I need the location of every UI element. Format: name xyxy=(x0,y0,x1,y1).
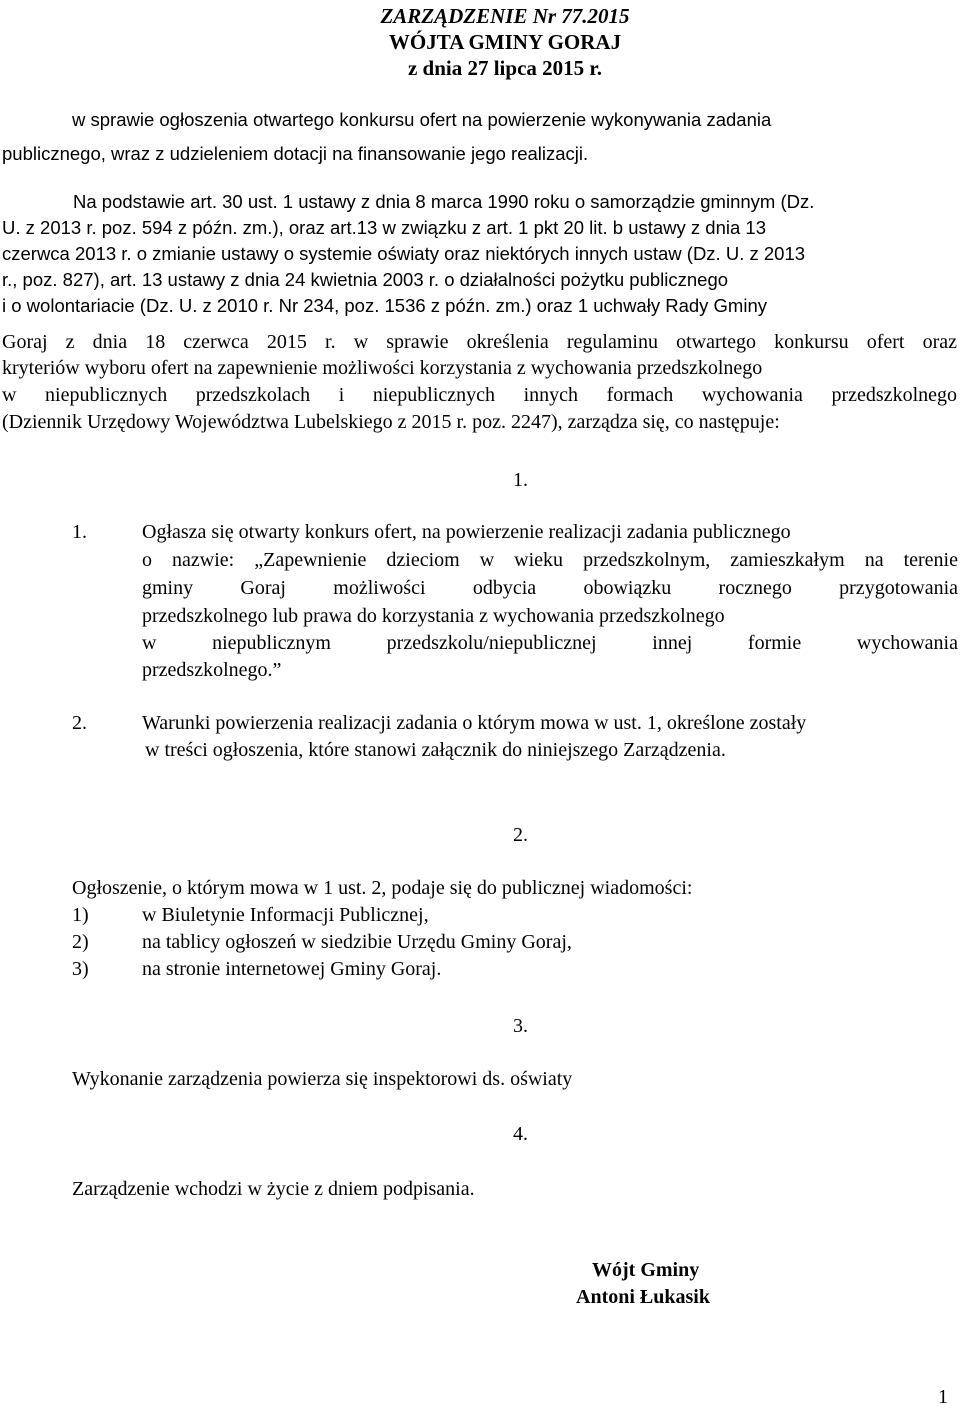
preamble-line-1: Na podstawie art. 30 ust. 1 ustawy z dnia 8 marca 1990 roku o samorządzie gminnym (Dz. xyxy=(73,191,815,212)
preamble-line-2: U. z 2013 r. poz. 594 z późn. zm.), oraz art.13 w związku z art. 1 pkt 20 lit. b ustawy z dnia 13 xyxy=(2,217,766,238)
preamble-line-3: czerwca 2013 r. o zmianie ustawy o systemie oświaty oraz niektórych innych ustaw (Dz. U. z 2013 xyxy=(2,243,806,264)
preamble-line-5: i o wolontariacie (Dz. U. z 2010 r. Nr 234, poz. 1536 z późn. zm.) oraz 1 uchwały Rady Gminy xyxy=(2,295,767,316)
section-4-text: Zarządzenie wchodzi w życie z dniem podpisania. xyxy=(72,1178,475,1200)
preamble-line-7: kryteriów wyboru ofert na zapewnienie możliwości korzystania z wychowania przedszkolnego xyxy=(2,357,763,379)
section-3-heading: 3. xyxy=(513,1015,528,1037)
section-3-text: Wykonanie zarządzenia powierza się inspektorowi ds. oświaty xyxy=(72,1068,573,1090)
page-number: 1 xyxy=(938,1386,948,1408)
item-2-line-2: w treści ogłoszenia, które stanowi załącznik do niniejszego Zarządzenia. xyxy=(145,739,726,761)
publication-item-2-text: na tablicy ogłoszeń w siedzibie Urzędu Gminy Goraj, xyxy=(142,931,572,953)
preamble-line-8: w niepublicznych przedszkolach i niepublicznych innych formach wychowania przedszkolnego xyxy=(2,384,957,406)
publication-item-3-text: na stronie internetowej Gminy Goraj. xyxy=(142,958,442,980)
document-title: ZARZĄDZENIE Nr 77.2015 xyxy=(380,4,630,28)
preamble-line-6: Goraj z dnia 18 czerwca 2015 r. w sprawie określenia regulaminu otwartego konkursu ofert oraz xyxy=(2,331,957,353)
publication-item-3-number: 3) xyxy=(72,958,89,980)
item-1-line-4: przedszkolnego lub prawa do korzystania z wychowania przedszkolnego xyxy=(142,605,725,627)
subject-line-2: publicznego, wraz z udzieleniem dotacji na finansowanie jego realizacji. xyxy=(2,143,589,164)
item-1-line-1: Ogłasza się otwarty konkurs ofert, na powierzenie realizacji zadania publicznego xyxy=(142,521,791,543)
preamble-line-4: r., poz. 827), art. 13 ustawy z dnia 24 kwietnia 2003 r. o działalności pożytku publicznego xyxy=(2,269,729,290)
publication-item-1-number: 1) xyxy=(72,904,89,926)
preamble-line-9: (Dziennik Urzędowy Województwa Lubelskiego z 2015 r. poz. 2247), zarządza się, co następuje: xyxy=(2,411,780,433)
document-issuer: WÓJTA GMINY GORAJ xyxy=(388,30,622,54)
signature-role: Wójt Gminy xyxy=(592,1259,700,1281)
signature-name: Antoni Łukasik xyxy=(576,1286,710,1308)
publication-item-2-number: 2) xyxy=(72,931,89,953)
publication-intro: Ogłoszenie, o którym mowa w 1 ust. 2, podaje się do publicznej wiadomości: xyxy=(72,877,693,899)
item-1-line-5: w niepublicznym przedszkolu/niepublicznej innej formie wychowania xyxy=(142,632,958,654)
item-2-number: 2. xyxy=(72,712,87,734)
item-1-number: 1. xyxy=(72,521,87,543)
section-1-heading: 1. xyxy=(513,469,528,491)
subject-line-1: w sprawie ogłoszenia otwartego konkursu ofert na powierzenie wykonywania zadania xyxy=(72,109,772,130)
section-4-heading: 4. xyxy=(513,1123,528,1145)
section-2-heading: 2. xyxy=(513,824,528,846)
item-2-line-1: Warunki powierzenia realizacji zadania o którym mowa w ust. 1, określone zostały xyxy=(142,712,807,734)
document-date: z dnia 27 lipca 2015 r. xyxy=(407,56,603,80)
item-1-line-3: gminy Goraj możliwości odbycia obowiązku rocznego przygotowania xyxy=(142,577,958,599)
item-1-line-2: o nazwie: „Zapewnienie dzieciom w wieku przedszkolnym, zamieszkałym na terenie xyxy=(142,549,958,571)
publication-item-1-text: w Biuletynie Informacji Publicznej, xyxy=(142,904,429,926)
item-1-line-6: przedszkolnego.” xyxy=(142,659,282,681)
